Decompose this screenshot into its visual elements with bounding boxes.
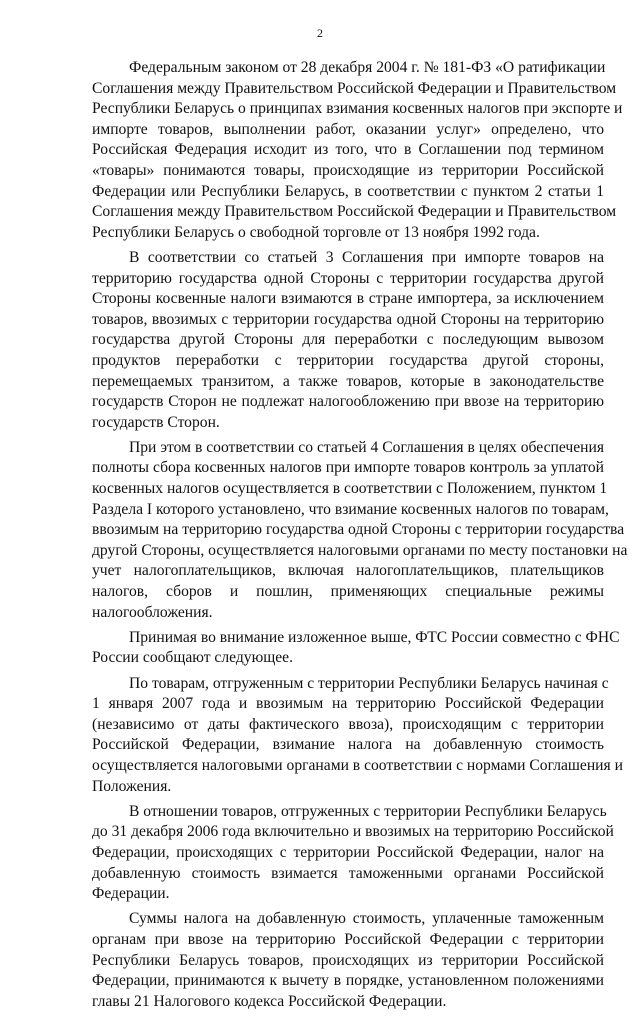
text-line: Суммы налога на добавленную стоимость, уплаченные таможенным: [129, 910, 604, 928]
paragraph: [92, 909, 604, 1012]
paragraph: [92, 628, 620, 669]
text-line: «товары» понимаются товары, происходящие из территории Российской: [92, 161, 604, 179]
text-line: полноты сбора косвенных налогов при импорте товаров контроль за уплатой: [92, 459, 604, 477]
text-line: импорте товаров, выполнении работ, оказании услуг» определено, что: [92, 120, 604, 138]
text-line: 1 января 2007 года и ввозимым на территорию Российской Федерации: [92, 695, 604, 713]
text-line: Соглашения между Правительством Российской Федерации и Правительством: [92, 203, 617, 221]
text-line: ввозимым на территорию государства одной Стороны с территории государства: [92, 521, 625, 539]
text-line: налогообложения.: [92, 603, 213, 621]
text-line: Российская Федерация исходит из того, что в Соглашении под термином: [92, 141, 604, 159]
paragraph: [92, 674, 623, 798]
text-line: Федерации или Республики Беларусь, в соответствии с пунктом 2 статьи 1: [92, 182, 604, 200]
text-line: осуществляется налоговыми органами в соответствии с нормами Соглашения и: [92, 756, 623, 774]
document-body: [92, 58, 628, 1017]
text-line: Принимая во внимание изложенное выше, ФТС России совместно с ФНС: [129, 628, 620, 646]
text-line: добавленную стоимость взимается таможенными органами Российской: [92, 864, 604, 882]
text-line: Стороны косвенные налоги взимаются в стране импортера, за исключением: [92, 290, 604, 308]
text-line: Федерации, происходящих с территории Российской Федерации, налог на: [92, 843, 604, 861]
text-line: органам при ввозе на территорию Российской Федерации с территории: [92, 930, 604, 948]
text-line: В отношении товаров, отгруженных с территории Республики Беларусь: [129, 802, 607, 820]
text-line: государств Сторон не подлежат налогообложению при ввозе на территорию: [92, 393, 604, 411]
text-line: налогов, сборов и пошлин, применяющих специальные режимы: [92, 583, 604, 601]
text-line: (независимо от даты фактического ввоза), происходящим с территории: [92, 715, 604, 733]
text-line: главы 21 Налогового кодекса Российской Федерации.: [92, 992, 447, 1010]
text-line: товаров, ввозимых с территории государства одной Стороны на территорию: [92, 310, 604, 328]
text-line: до 31 декабря 2006 года включительно и ввозимых на территорию Российской: [92, 823, 614, 841]
text-line: Республики Беларусь товаров, происходящих из территории Российской: [92, 951, 604, 969]
paragraph: [92, 802, 614, 905]
paragraph: [92, 248, 604, 433]
text-line: косвенных налогов осуществляется в соответствии с Положением, пунктом 1: [92, 480, 608, 498]
text-line: При этом в соответствии со статьей 4 Соглашения в целях обеспечения: [129, 438, 604, 456]
page-number: 2: [317, 26, 323, 40]
text-line: По товарам, отгруженным с территории Республики Беларусь начиная с: [129, 674, 609, 692]
text-line: государства другой Стороны для переработки с последующим вывозом: [92, 331, 604, 349]
text-line: Раздела I которого установлено, что взимание косвенных налогов по товарам,: [92, 500, 609, 518]
text-line: продуктов переработки с территории государства другой стороны,: [92, 351, 604, 369]
text-line: другой Стороны, осуществляется налоговыми органами по месту постановки на: [92, 541, 628, 559]
text-line: государств Сторон.: [92, 413, 220, 431]
text-line: Федерации, принимаются к вычету в порядке, установленном положениями: [92, 972, 604, 990]
text-line: Соглашения между Правительством Российской Федерации и Правительством: [92, 79, 617, 97]
text-line: Положения.: [92, 777, 172, 795]
text-line: Федерации.: [92, 885, 170, 903]
text-line: Республики Беларусь о свободной торговле от 13 ноября 1992 года.: [92, 223, 540, 241]
paragraph: [92, 58, 623, 243]
text-line: Республики Беларусь о принципах взимания косвенных налогов при экспорте и: [92, 100, 623, 118]
paragraph: [92, 438, 628, 623]
text-line: России сообщают следующее.: [92, 649, 293, 667]
text-line: В соответствии со статьей 3 Соглашения при импорте товаров на: [129, 248, 604, 266]
text-line: территорию государства одной Стороны с территории государства другой: [92, 269, 604, 287]
text-line: учет налогоплательщиков, включая налогоплательщиков, плательщиков: [92, 562, 604, 580]
text-line: Российской Федерации, взимание налога на добавленную стоимость: [92, 736, 604, 754]
text-line: перемещаемых транзитом, а также товаров, которые в законодательстве: [92, 372, 604, 390]
text-line: Федеральным законом от 28 декабря 2004 г. № 181-ФЗ «О ратификации: [129, 59, 606, 76]
